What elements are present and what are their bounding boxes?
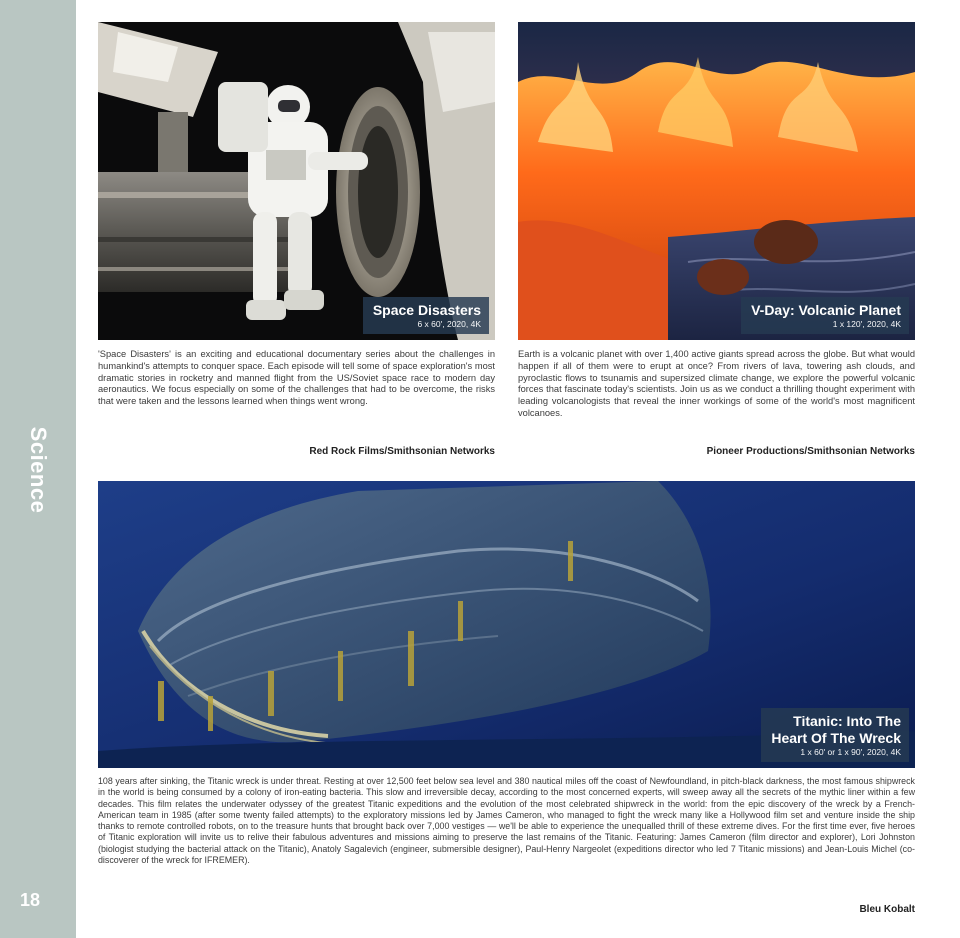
section-label: Science — [26, 426, 51, 514]
titanic-title-line1: Titanic: Into The — [793, 713, 901, 729]
titanic-specs: 1 x 60' or 1 x 90', 2020, 4K — [800, 747, 901, 757]
titanic-caption — [761, 708, 909, 762]
titanic-credit: Bleu Kobalt — [859, 904, 915, 915]
space-disasters-credit: Red Rock Films/Smithsonian Networks — [309, 446, 495, 457]
space-disasters-caption — [363, 297, 489, 334]
volcanic-planet-credit: Pioneer Productions/Smithsonian Networks — [706, 446, 915, 457]
space-disasters-title: Space Disasters — [372, 302, 481, 318]
volcanic-planet-specs: 1 x 120', 2020, 4K — [832, 319, 901, 329]
volcanic-planet-photo — [518, 22, 915, 340]
page-number: 18 — [20, 890, 41, 910]
astronaut-illustration — [98, 22, 495, 340]
space-disasters-description: 'Space Disasters' is an exciting and educational documentary series about the challenges in humankind's attempts to conquer space. Each episode will tell some of space exploration's most dramatic stories in rocketry and manned flight from the US/Soviet space race to modern day aeronautics. We focus especially on some of the challenges that had to be overcome, the risks that were taken and the lessons learned when things went wrong. — [98, 349, 495, 407]
volcanic-planet-title: V-Day: Volcanic Planet — [751, 302, 901, 318]
volcanic-planet-description: Earth is a volcanic planet with over 1,400 active giants spread across the globe. But what would happen if all of them were to erupt at once? From rivers of lava, towering ash clouds, and pyroclastic flows to tsunamis and supersized climate change, we explore the powerful volcanic forces that fascinate today's scientists. Join us as we conduct a thrilling thought experiment with leading volcanologists that reveal the inner workings of some of the world's most magnificent volcanoes. — [518, 349, 915, 418]
space-disasters-specs: 6 x 60', 2020, 4K — [417, 319, 481, 329]
titanic-photo — [98, 481, 915, 768]
space-disasters-photo — [98, 22, 495, 340]
volcanic-planet-caption — [741, 297, 909, 334]
titanic-title-line2: Heart Of The Wreck — [771, 730, 901, 746]
titanic-description: 108 years after sinking, the Titanic wreck is under threat. Resting at over 12,500 feet below sea level and 380 nautical miles off the coast of Newfoundland, in pitch-black darkness, the most famous shipwreck in the world is being consumed by a colony of iron-eating bacteria. This slow and irreversible decay, according to the most concerned experts, will sweep away all the secrets of the mythic liner within a few decades. This film relates the underwater odyssey of the greatest Titanic expeditions and the evolution of the most celebrated shipwreck in the world: from the epic discovery of the wreck by a French-American team in 1985 (after some twenty failed attempts) to the exploratory missions led by James Cameron, who managed to fight the wreck many like a Hollywood film set and venture inside the ship thanks to remote controlled robots, on to the treasure hunts that brought back over 7,000 vestiges — we'll be able to experience the unequalled thrill of these extreme dives. For the first time ever, five heroes of Titanic exploration will invite us to relive their fabulous adventures and missions aiming to preserve the last remains of the Titanic. Featuring: James Cameron (film director and explorer), Lori Johnston (biologist studying the bacterial attack on the Titanic), Anatoly Sagalevich (engineer, submersible designer), Paul-Henry Nargeolet (expeditions director who led 7 Titanic missions) and Jean-Louis Michel (co-discoverer of the wreck for IFREMER). — [98, 776, 915, 866]
lava-illustration — [518, 22, 915, 340]
